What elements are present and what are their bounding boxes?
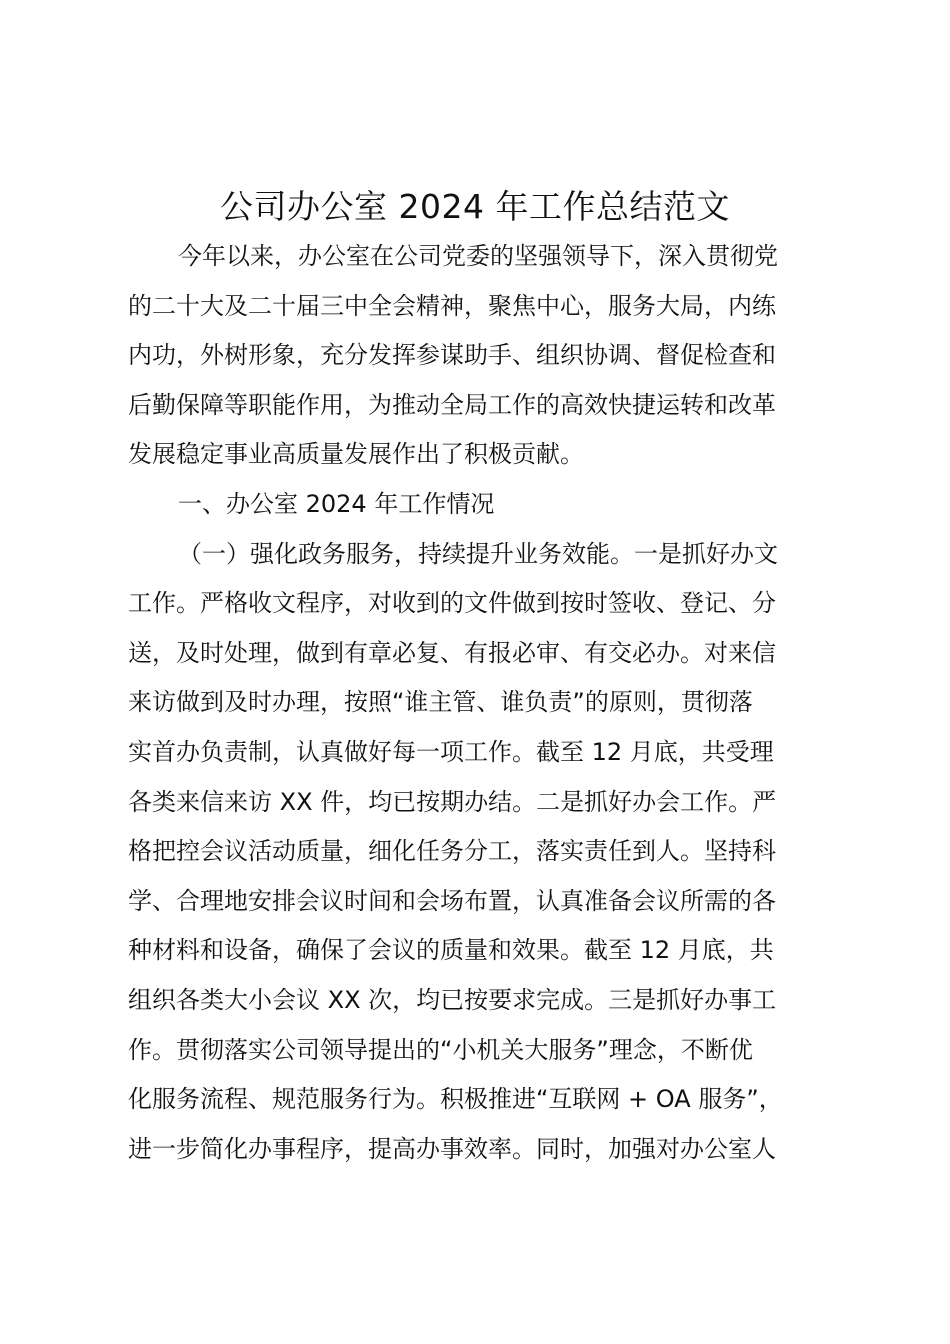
section-heading: 一、办公室 2024 年工作情况 bbox=[178, 489, 495, 518]
paragraph-line: 工作。严格收文程序，对收到的文件做到按时签收、登记、分 bbox=[128, 589, 776, 618]
paragraph-line: 格把控会议活动质量，细化任务分工，落实责任到人。坚持科 bbox=[128, 837, 776, 866]
paragraph-line: 内功，外树形象，充分发挥参谋助手、组织协调、督促检查和 bbox=[128, 341, 776, 370]
document-body bbox=[128, 232, 836, 1174]
paragraph-line: 今年以来，办公室在公司党委的坚强领导下，深入贯彻党 bbox=[178, 242, 778, 270]
paragraph-line: 各类来信来访 XX 件，均已按期办结。二是抓好办会工作。严 bbox=[128, 787, 777, 816]
paragraph-line: 化服务流程、规范服务行为。积极推进“互联网 + OA 服务”， bbox=[128, 1085, 783, 1114]
paragraph-line: 送，及时处理，做到有章必复、有报必审、有交必办。对来信 bbox=[128, 638, 776, 667]
paragraph-line: 的二十大及二十届三中全会精神，聚焦中心，服务大局，内练 bbox=[128, 291, 776, 320]
document-title: 公司办公室 2024 年工作总结范文 bbox=[220, 187, 730, 226]
paragraph-line: 种材料和设备，确保了会议的质量和效果。截至 12 月底，共 bbox=[128, 936, 774, 965]
paragraph-line: 来访做到及时办理，按照“谁主管、谁负责”的原则，贯彻落 bbox=[128, 688, 753, 717]
paragraph-line: 作。贯彻落实公司领导提出的“小机关大服务”理念，不断优 bbox=[128, 1035, 753, 1064]
paragraph-line: 组织各类大小会议 XX 次，均已按要求完成。三是抓好办事工 bbox=[128, 985, 777, 1014]
paragraph-line: 后勤保障等职能作用，为推动全局工作的高效快捷运转和改革 bbox=[128, 390, 776, 419]
paragraph-line: 发展稳定事业高质量发展作出了积极贡献。 bbox=[128, 440, 584, 469]
paragraph-line: 学、合理地安排会议时间和会场布置，认真准备会议所需的各 bbox=[128, 886, 776, 915]
paragraph-line: （一）强化政务服务，持续提升业务效能。一是抓好办文 bbox=[178, 539, 778, 568]
paragraph-line: 进一步简化办事程序，提高办事效率。同时，加强对办公室人 bbox=[128, 1134, 776, 1163]
paragraph-line: 实首办负责制，认真做好每一项工作。截至 12 月底，共受理 bbox=[128, 737, 774, 766]
